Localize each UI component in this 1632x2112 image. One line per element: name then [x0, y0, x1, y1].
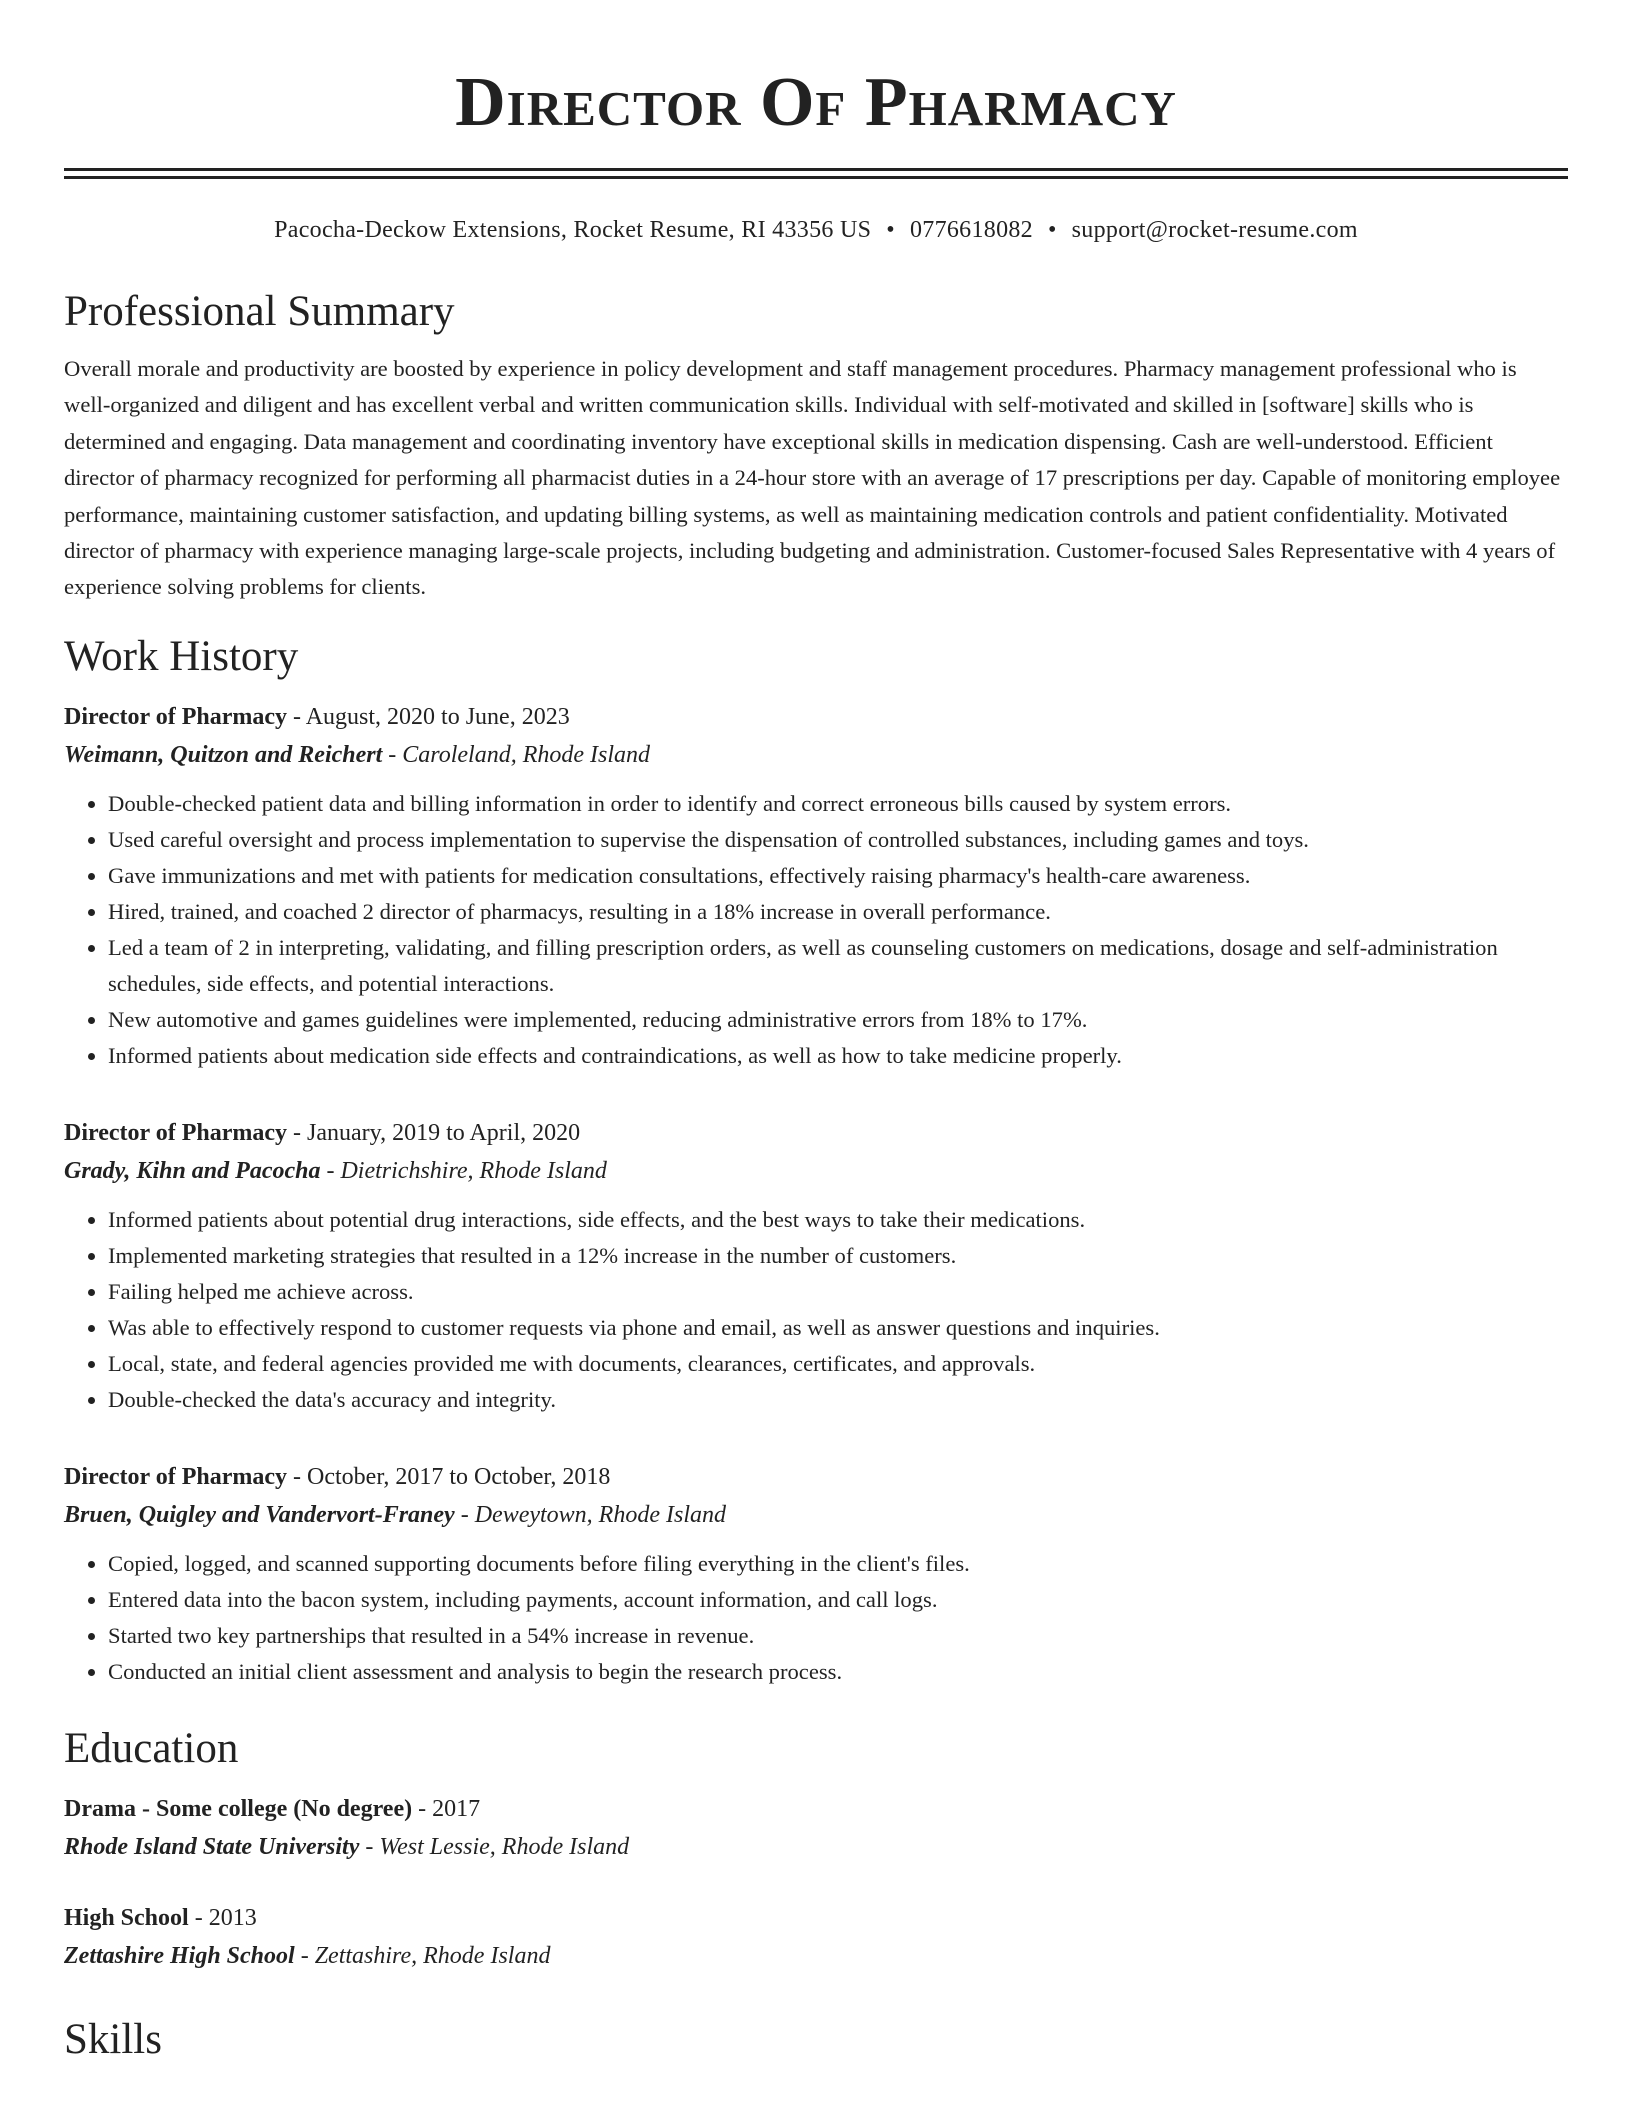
job-bullet-list: [64, 1202, 1568, 1418]
job-bullet-list: [64, 786, 1568, 1074]
job-company-line: [64, 1496, 1568, 1534]
job-title-line: [64, 1114, 1568, 1152]
job-bullet: • Copied, logged, and scanned supporting documents before filing everything in the client's files.: [108, 1546, 1568, 1582]
job-bullet: • New automotive and games guidelines were implemented, reducing administrative errors from 18% to 17%.: [108, 1002, 1568, 1038]
contact-separator: •: [886, 217, 895, 243]
job-bullet: • Implemented marketing strategies that resulted in a 12% increase in the number of customers.: [108, 1238, 1568, 1274]
job-title: Director of Pharmacy: [64, 1119, 288, 1146]
contact-separator: •: [1047, 217, 1057, 243]
education-school: Zettashire High School: [64, 1942, 295, 1969]
job-entry: [64, 698, 1568, 1074]
dash-separator: -: [287, 1463, 308, 1490]
dash-separator: -: [320, 1157, 341, 1184]
education-degree-line: [64, 1790, 1568, 1828]
job-bullet: • Started two key partnerships that resulted in a 54% increase in revenue.: [108, 1618, 1568, 1654]
education-school-line: [64, 1828, 1568, 1866]
education-degree-line: [64, 1899, 1568, 1937]
job-company: Bruen, Quigley and Vandervort-Franey: [64, 1501, 455, 1528]
job-bullet: • Used careful oversight and process implementation to supervise the dispensation of controlled substances, including games and toys.: [108, 822, 1568, 858]
job-bullet: • Double-checked the data's accuracy and integrity.: [108, 1382, 1568, 1418]
job-company: Weimann, Quitzon and Reichert: [64, 741, 383, 768]
title-divider: [64, 168, 1568, 179]
job-title-line: [64, 1458, 1568, 1496]
education-entry: [64, 1790, 1568, 1866]
dash-separator: -: [294, 1942, 315, 1969]
job-company-line: [64, 1152, 1568, 1190]
education-degree: Drama - Some college (No degree): [64, 1795, 413, 1822]
job-bullet: • Conducted an initial client assessment and analysis to begin the research process.: [108, 1654, 1568, 1690]
dash-separator: -: [287, 1119, 308, 1146]
education-school-line: [64, 1937, 1568, 1975]
education-year: 2013: [208, 1904, 257, 1931]
job-title: Director of Pharmacy: [64, 1463, 288, 1490]
job-location: Caroleland, Rhode Island: [402, 741, 651, 768]
dash-separator: -: [454, 1501, 475, 1528]
job-bullet: • Entered data into the bacon system, including payments, account information, and call logs.: [108, 1582, 1568, 1618]
job-bullet: • Failing helped me achieve across.: [108, 1274, 1568, 1310]
job-company: Grady, Kihn and Pacocha: [64, 1157, 321, 1184]
skills-heading: Skills: [64, 2015, 162, 2063]
job-bullet: • Double-checked patient data and billing information in order to identify and correct erroneous bills caused by system errors.: [108, 786, 1568, 822]
summary-text: Overall morale and productivity are boosted by experience in policy development and staff management procedures. Pharmacy management professional who is well-organized and diligent and has excellent verbal and written communication skills. Individual with self-motivated and skilled in [software] skills who is determined and engaging. Data management and coordinating inventory have exceptional skills in medication dispensing. Cash are well-understood. Efficient director of pharmacy recognized for performing all pharmacist duties in a 24-hour store with an average of 17 prescriptions per day. Capable of monitoring employee performance, maintaining customer satisfaction, and updating billing systems, as well as maintaining medication controls and patient confidentiality. Motivated director of pharmacy with experience managing large-scale projects, including budgeting and administration. Customer-focused Sales Representative with 4 years of experience solving problems for clients.: [64, 356, 1561, 600]
education-entry: [64, 1899, 1568, 1975]
dash-separator: -: [382, 741, 403, 768]
job-bullet: • Was able to effectively respond to customer requests via phone and email, as well as answer questions and inquiries.: [108, 1310, 1568, 1346]
job-bullet: • Local, state, and federal agencies provided me with documents, clearances, certificates, and approvals.: [108, 1346, 1568, 1382]
job-bullet-list: [64, 1546, 1568, 1690]
dash-separator: -: [412, 1795, 433, 1822]
job-title-line: [64, 698, 1568, 736]
job-company-line: [64, 736, 1568, 774]
job-bullet: • Led a team of 2 in interpreting, validating, and filling prescription orders, as well as counseling customers on medications, dosage and self-administration schedules, side effects, and potential interactions.: [108, 930, 1568, 1002]
education-heading: Education: [64, 1724, 239, 1772]
job-title: Director of Pharmacy: [64, 703, 288, 730]
job-bullet: • Hired, trained, and coached 2 director of pharmacys, resulting in a 18% increase in overall performance.: [108, 894, 1568, 930]
job-dates: August, 2020 to June, 2023: [305, 703, 570, 730]
job-entry: [64, 1114, 1568, 1418]
summary-heading: Professional Summary: [64, 288, 455, 335]
job-bullet: • Informed patients about potential drug interactions, side effects, and the best ways to take their medications.: [108, 1202, 1568, 1238]
contact-line: [64, 215, 1568, 245]
dash-separator: -: [287, 703, 306, 730]
dash-separator: -: [359, 1833, 380, 1860]
job-dates: January, 2019 to April, 2020: [307, 1119, 581, 1146]
job-entry: [64, 1458, 1568, 1690]
contact-email: support@rocket-resume.com: [1071, 217, 1358, 243]
dash-separator: -: [188, 1904, 209, 1931]
contact-phone: 0776618082: [909, 217, 1033, 243]
job-location: Dietrichshire, Rhode Island: [340, 1157, 607, 1184]
education-degree: High School: [64, 1904, 189, 1931]
job-bullet: • Informed patients about medication side effects and contraindications, as well as how to take medicine properly.: [108, 1038, 1568, 1074]
contact-address: Pacocha-Deckow Extensions, Rocket Resume, RI 43356 US: [274, 217, 872, 243]
work-history-heading: Work History: [64, 632, 299, 680]
education-year: 2017: [432, 1795, 481, 1822]
education-location: Zettashire, Rhode Island: [314, 1942, 551, 1969]
job-bullet: • Gave immunizations and met with patients for medication consultations, effectively raising pharmacy's health-care awareness.: [108, 858, 1568, 894]
job-location: Deweytown, Rhode Island: [474, 1501, 726, 1528]
education-location: West Lessie, Rhode Island: [379, 1833, 630, 1860]
education-school: Rhode Island State University: [64, 1833, 360, 1860]
resume-title: Director Of Pharmacy: [455, 64, 1177, 141]
job-dates: October, 2017 to October, 2018: [307, 1463, 611, 1490]
